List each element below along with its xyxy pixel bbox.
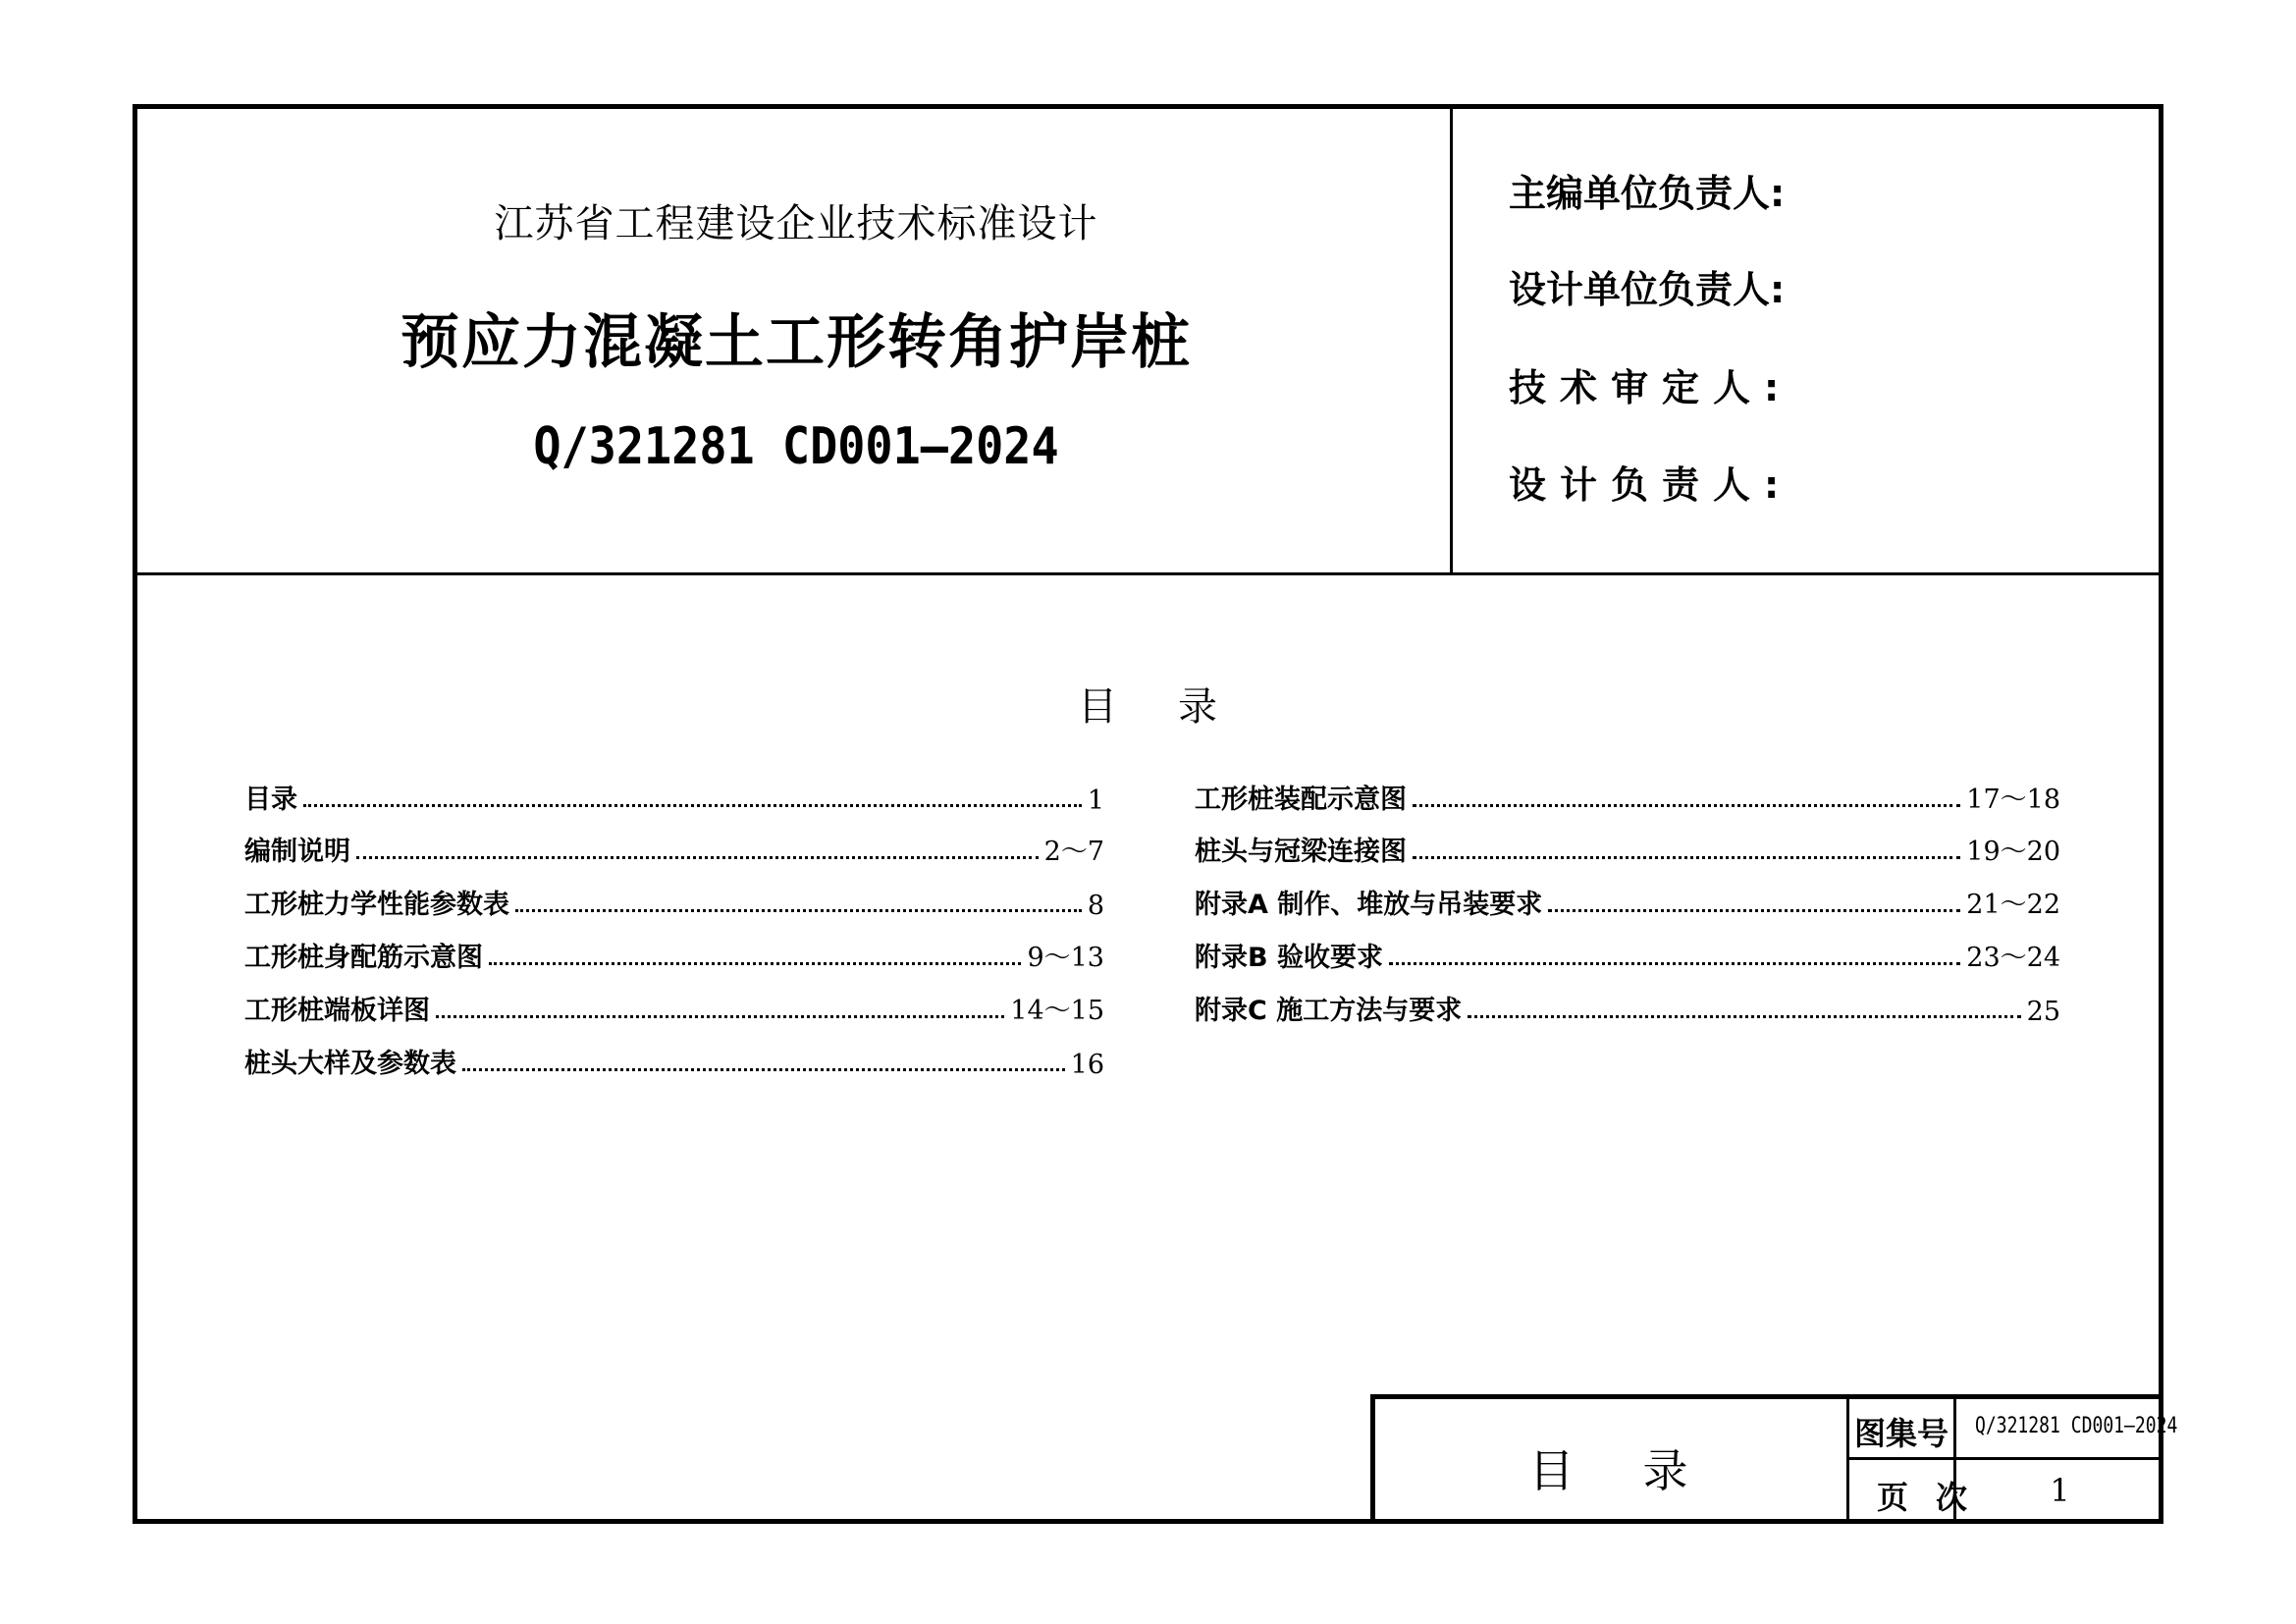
toc-entry-pages: 19～20	[1966, 837, 2060, 867]
technical-approver-label: 技术审定人:	[1509, 366, 1793, 409]
toc-entry-label: 工形桩端板详图	[244, 996, 430, 1026]
toc-entry[interactable]	[244, 935, 1104, 974]
toc-entry-pages: 25	[2026, 997, 2060, 1027]
toc-entry-pages: 21～22	[1966, 890, 2060, 920]
toc-leader-dots	[1413, 804, 1960, 807]
toc-entry[interactable]	[1195, 988, 2060, 1027]
toc-heading: 目录	[1078, 684, 1278, 730]
toc-entry-label: 附录B 验收要求	[1195, 943, 1383, 973]
toc-entry-label: 附录C 施工方法与要求	[1195, 996, 1463, 1026]
toc-entry[interactable]	[244, 1041, 1104, 1080]
design-lead-label: 设计负责人:	[1509, 463, 1793, 507]
toc-entry[interactable]	[244, 988, 1104, 1027]
toc-entry-pages: 9～13	[1027, 943, 1104, 973]
toc-entry[interactable]	[244, 829, 1104, 868]
toc-entry-label: 工形桩力学性能参数表	[244, 890, 509, 920]
toc-entry-pages: 14～15	[1010, 996, 1104, 1026]
toc-entry[interactable]	[1195, 882, 2060, 921]
toc-leader-dots	[462, 1068, 1065, 1071]
organization-heading: 江苏省工程建设企业技术标准设计	[494, 201, 1098, 246]
toc-entry-pages: 8	[1087, 891, 1104, 921]
toc-leader-dots	[356, 856, 1039, 859]
header-divider	[133, 572, 2163, 575]
toc-leader-dots	[1548, 909, 1960, 912]
page-number-value: 1	[2050, 1472, 2070, 1509]
toc-entry-pages: 23～24	[1966, 943, 2060, 973]
toc-leader-dots	[1468, 1015, 2020, 1018]
toc-entry-pages: 17～18	[1966, 785, 2060, 815]
toc-entry[interactable]	[244, 777, 1104, 816]
toc-entry[interactable]	[1195, 829, 2060, 868]
design-unit-label: 设计单位负责人:	[1509, 268, 1786, 311]
toc-entry-pages: 16	[1070, 1050, 1104, 1080]
toc-entry-label: 工形桩装配示意图	[1195, 785, 1407, 815]
page-number-label: 页次	[1877, 1479, 1996, 1516]
toc-entry-label: 桩头与冠梁连接图	[1195, 837, 1407, 867]
toc-entry-label: 桩头大样及参数表	[244, 1049, 456, 1079]
toc-entry[interactable]	[244, 882, 1104, 921]
toc-entry-label: 附录A 制作、堆放与吊装要求	[1195, 890, 1543, 920]
document-title: 预应力混凝土工形转角护岸桩	[400, 308, 1192, 377]
toc-entry-pages: 2～7	[1043, 837, 1104, 867]
toc-leader-dots	[515, 909, 1082, 912]
atlas-number-value: Q/321281 CD001—2024	[1974, 1414, 2178, 1438]
standard-code: Q/321281 CD001—2024	[533, 417, 1059, 476]
toc-entry[interactable]	[1195, 777, 2060, 816]
toc-leader-dots	[489, 962, 1021, 965]
chief-editor-unit-label: 主编单位负责人:	[1509, 172, 1786, 215]
title-block-divider	[1846, 1457, 2163, 1460]
toc-entry-label: 编制说明	[244, 837, 350, 867]
toc-entry-label: 目录	[244, 785, 297, 815]
sheet-title: 目录	[1528, 1444, 1757, 1497]
toc-leader-dots	[303, 804, 1082, 807]
toc-leader-dots	[1413, 856, 1960, 859]
toc-entry-label: 工形桩身配筋示意图	[244, 943, 483, 973]
toc-leader-dots	[436, 1015, 1004, 1018]
atlas-number-label: 图集号	[1853, 1415, 1949, 1452]
toc-entry[interactable]	[1195, 935, 2060, 974]
toc-leader-dots	[1389, 962, 1960, 965]
toc-entry-pages: 1	[1087, 785, 1104, 816]
